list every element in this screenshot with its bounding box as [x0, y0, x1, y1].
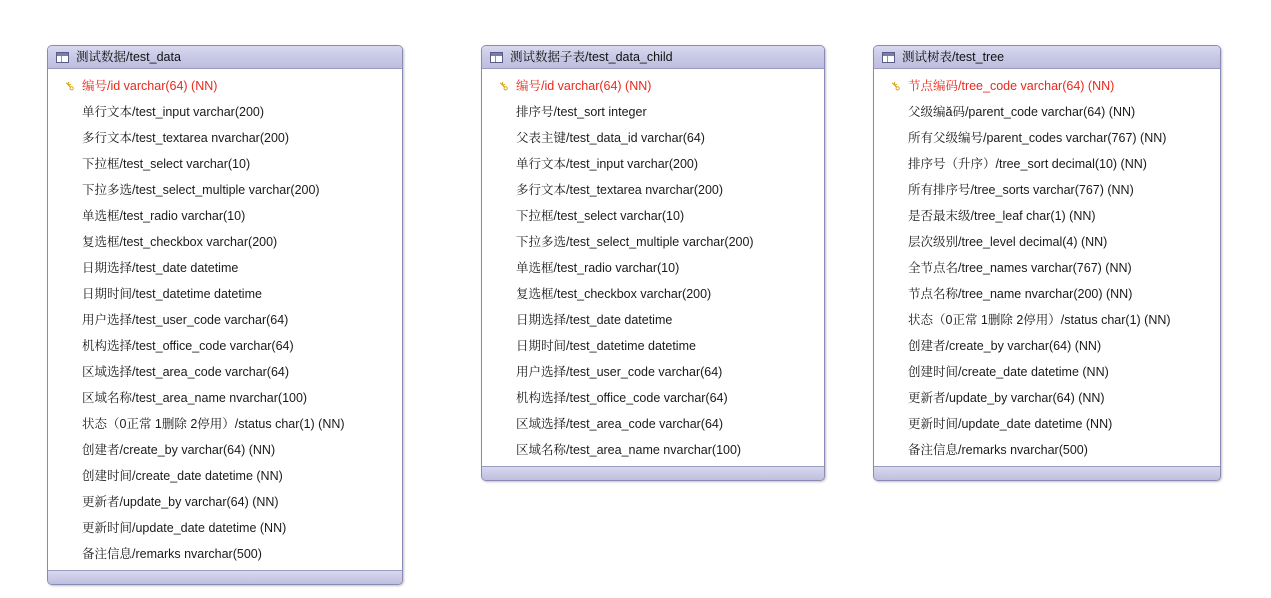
entity-title: 测试树表/test_tree — [902, 49, 1005, 64]
attribute-row[interactable] — [874, 385, 1220, 411]
attribute-label: 单行文本/test_input varchar(200) — [82, 104, 265, 119]
attribute-label: 机构选择/test_office_code varchar(64) — [82, 338, 294, 353]
attribute-row[interactable] — [482, 411, 824, 437]
key-icon — [56, 77, 82, 95]
attribute-label: 状态（0正常 1删除 2停用）/status char(1) (NN) — [908, 312, 1171, 327]
entity-table[interactable] — [47, 45, 403, 585]
attribute-label: 状态（0正常 1删除 2停用）/status char(1) (NN) — [82, 416, 345, 431]
attribute-row[interactable] — [482, 281, 824, 307]
attribute-row[interactable] — [48, 151, 402, 177]
attribute-label: 日期时间/test_datetime datetime — [82, 286, 262, 301]
entity-attribute-list — [482, 69, 824, 466]
attribute-row[interactable] — [482, 307, 824, 333]
attribute-label: 所有排序号/tree_sorts varchar(767) (NN) — [908, 182, 1134, 197]
attribute-row[interactable] — [48, 125, 402, 151]
attribute-label: 日期选择/test_date datetime — [82, 260, 239, 275]
attribute-label: 创建时间/create_date datetime (NN) — [82, 468, 283, 483]
attribute-label: 区域名称/test_area_name nvarchar(100) — [516, 442, 742, 457]
attribute-row-primary-key[interactable] — [48, 73, 402, 99]
attribute-label: 排序号/test_sort integer — [516, 104, 647, 119]
entity-header[interactable] — [482, 46, 824, 69]
attribute-row[interactable] — [874, 255, 1220, 281]
attribute-label: 节点名称/tree_name nvarchar(200) (NN) — [908, 286, 1133, 301]
attribute-label: 所有父级编号/parent_codes varchar(767) (NN) — [908, 130, 1167, 145]
attribute-row[interactable] — [874, 411, 1220, 437]
attribute-label: 备注信息/remarks nvarchar(500) — [908, 442, 1088, 457]
attribute-row[interactable] — [874, 307, 1220, 333]
attribute-label: 日期时间/test_datetime datetime — [516, 338, 696, 353]
attribute-label: 日期选择/test_date datetime — [516, 312, 673, 327]
attribute-row[interactable] — [48, 203, 402, 229]
attribute-row[interactable] — [874, 99, 1220, 125]
attribute-row[interactable] — [48, 255, 402, 281]
attribute-label: 编号/id varchar(64) (NN) — [516, 78, 652, 93]
attribute-label: 更新时间/update_date datetime (NN) — [908, 416, 1113, 431]
attribute-label: 区域选择/test_area_code varchar(64) — [516, 416, 724, 431]
key-glyph: ⚷ — [60, 77, 78, 95]
key-glyph: ⚷ — [886, 77, 904, 95]
attribute-label: 下拉多选/test_select_multiple varchar(200) — [82, 182, 320, 197]
attribute-row[interactable] — [482, 203, 824, 229]
entity-attribute-list — [874, 69, 1220, 466]
attribute-row[interactable] — [48, 541, 402, 567]
attribute-row[interactable] — [48, 437, 402, 463]
key-icon — [882, 77, 908, 95]
key-glyph: ⚷ — [494, 77, 512, 95]
attribute-row[interactable] — [482, 333, 824, 359]
attribute-label: 复选框/test_checkbox varchar(200) — [82, 234, 278, 249]
attribute-row[interactable] — [482, 177, 824, 203]
attribute-row[interactable] — [482, 99, 824, 125]
entity-title: 测试数据/test_data — [76, 49, 181, 64]
attribute-label: 更新者/update_by varchar(64) (NN) — [82, 494, 279, 509]
attribute-label: 单选框/test_radio varchar(10) — [82, 208, 246, 223]
attribute-label: 创建者/create_by varchar(64) (NN) — [82, 442, 276, 457]
entity-attribute-list — [48, 69, 402, 570]
attribute-row[interactable] — [48, 463, 402, 489]
attribute-label: 用户选择/test_user_code varchar(64) — [516, 364, 723, 379]
attribute-row[interactable] — [482, 385, 824, 411]
attribute-row[interactable] — [48, 229, 402, 255]
attribute-row[interactable] — [874, 437, 1220, 463]
attribute-label: 区域选择/test_area_code varchar(64) — [82, 364, 290, 379]
attribute-label: 下拉框/test_select varchar(10) — [82, 156, 251, 171]
attribute-row[interactable] — [48, 177, 402, 203]
attribute-row[interactable] — [48, 359, 402, 385]
attribute-row[interactable] — [48, 281, 402, 307]
attribute-label: 备注信息/remarks nvarchar(500) — [82, 546, 262, 561]
table-icon — [490, 52, 503, 63]
attribute-row-primary-key[interactable] — [874, 73, 1220, 99]
attribute-row[interactable] — [482, 255, 824, 281]
attribute-row[interactable] — [874, 229, 1220, 255]
entity-footer — [48, 570, 402, 584]
attribute-label: 机构选择/test_office_code varchar(64) — [516, 390, 728, 405]
table-icon — [56, 52, 69, 63]
entity-footer — [482, 466, 824, 480]
attribute-row[interactable] — [48, 489, 402, 515]
attribute-row[interactable] — [874, 203, 1220, 229]
attribute-row[interactable] — [48, 385, 402, 411]
attribute-label: 下拉框/test_select varchar(10) — [516, 208, 685, 223]
attribute-label: 层次级别/tree_level decimal(4) (NN) — [908, 234, 1108, 249]
attribute-row-primary-key[interactable] — [482, 73, 824, 99]
attribute-label: 创建者/create_by varchar(64) (NN) — [908, 338, 1102, 353]
attribute-label: 复选框/test_checkbox varchar(200) — [516, 286, 712, 301]
attribute-row[interactable] — [48, 333, 402, 359]
attribute-label: 全节点名/tree_names varchar(767) (NN) — [908, 260, 1132, 275]
attribute-label: 排序号（升序）/tree_sort decimal(10) (NN) — [908, 156, 1147, 171]
attribute-row[interactable] — [48, 411, 402, 437]
attribute-label: 父表主键/test_data_id varchar(64) — [516, 130, 705, 145]
attribute-row[interactable] — [874, 151, 1220, 177]
entity-header[interactable] — [48, 46, 402, 69]
attribute-row[interactable] — [482, 437, 824, 463]
entity-table[interactable] — [873, 45, 1221, 481]
attribute-row[interactable] — [482, 151, 824, 177]
attribute-row[interactable] — [482, 229, 824, 255]
attribute-row[interactable] — [874, 177, 1220, 203]
attribute-row[interactable] — [482, 359, 824, 385]
entity-table[interactable] — [481, 45, 825, 481]
attribute-row[interactable] — [874, 125, 1220, 151]
entity-footer — [874, 466, 1220, 480]
attribute-label: 节点编码/tree_code varchar(64) (NN) — [908, 78, 1115, 93]
attribute-label: 多行文本/test_textarea nvarchar(200) — [516, 182, 724, 197]
attribute-label: 编号/id varchar(64) (NN) — [82, 78, 218, 93]
attribute-label: 单选框/test_radio varchar(10) — [516, 260, 680, 275]
entity-title: 测试数据子表/test_data_child — [510, 49, 673, 64]
attribute-row[interactable] — [48, 99, 402, 125]
entity-header[interactable] — [874, 46, 1220, 69]
attribute-label: 下拉多选/test_select_multiple varchar(200) — [516, 234, 754, 249]
attribute-row[interactable] — [48, 307, 402, 333]
table-icon — [882, 52, 895, 63]
attribute-label: 更新者/update_by varchar(64) (NN) — [908, 390, 1105, 405]
attribute-row[interactable] — [482, 125, 824, 151]
attribute-row[interactable] — [874, 281, 1220, 307]
attribute-label: 是否最末级/tree_leaf char(1) (NN) — [908, 208, 1096, 223]
key-icon — [490, 77, 516, 95]
attribute-label: 区域名称/test_area_name nvarchar(100) — [82, 390, 308, 405]
attribute-row[interactable] — [48, 515, 402, 541]
attribute-row[interactable] — [874, 333, 1220, 359]
attribute-label: 父级编ă码/parent_code varchar(64) (NN) — [908, 104, 1136, 119]
attribute-label: 多行文本/test_textarea nvarchar(200) — [82, 130, 290, 145]
attribute-label: 用户选择/test_user_code varchar(64) — [82, 312, 289, 327]
attribute-label: 单行文本/test_input varchar(200) — [516, 156, 699, 171]
attribute-label: 更新时间/update_date datetime (NN) — [82, 520, 287, 535]
attribute-row[interactable] — [874, 359, 1220, 385]
attribute-label: 创建时间/create_date datetime (NN) — [908, 364, 1109, 379]
